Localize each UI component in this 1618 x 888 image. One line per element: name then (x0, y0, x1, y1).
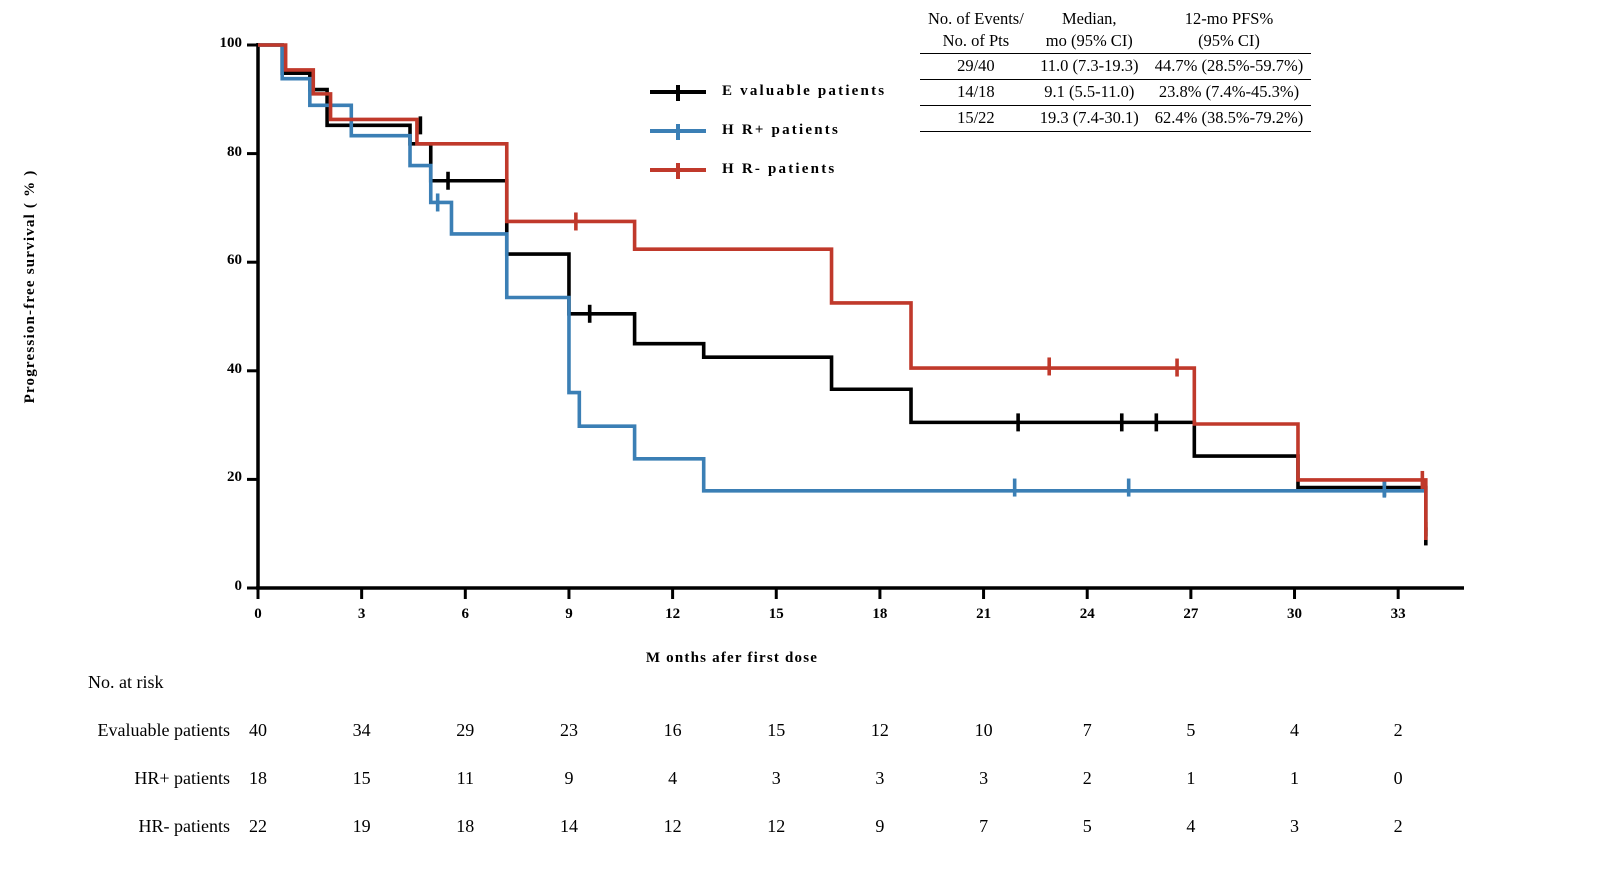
legend-item (650, 150, 886, 189)
chart-legend (650, 72, 886, 189)
stats-header-row-2 (920, 30, 1311, 53)
stats-header-pfs-line1: 12-mo PFS% (1184, 9, 1274, 28)
risk-value: 18 (249, 768, 267, 788)
risk-value: 15 (767, 720, 786, 740)
x-tick-label: 0 (254, 606, 262, 622)
risk-value: 3 (979, 768, 989, 788)
risk-value: 1 (1290, 768, 1300, 788)
risk-value: 29 (456, 720, 475, 740)
x-tick-label: 24 (1079, 606, 1095, 622)
risk-value: 4 (1186, 816, 1196, 836)
risk-table-title: No. at risk (88, 672, 164, 692)
x-tick-label: 6 (461, 606, 470, 622)
risk-value: 2 (1393, 720, 1403, 740)
stats-header-events-line2: No. of Pts (920, 30, 1032, 53)
risk-value: 19 (352, 816, 371, 836)
stats-median-hr-neg: 19.3 (7.4-30.1) (1032, 105, 1147, 131)
stats-pfs-evaluable: 44.7% (28.5%-59.7%) (1147, 53, 1311, 79)
risk-row-label: HR+ patients (134, 768, 230, 788)
legend-swatch-hr-neg (650, 168, 706, 172)
table-row (920, 105, 1311, 131)
risk-row-label: Evaluable patients (97, 720, 230, 740)
x-tick-label: 18 (872, 606, 888, 622)
stats-header-median-line2: mo (95% CI) (1032, 30, 1147, 53)
censor-tick-icon (676, 124, 680, 140)
summary-stats-table (920, 8, 1311, 132)
stats-header-events-line1: No. of Events/ (928, 9, 1024, 28)
risk-value: 7 (1082, 720, 1092, 740)
table-row (920, 53, 1311, 79)
y-tick-label: 20 (227, 469, 242, 486)
legend-item (650, 72, 886, 111)
x-tick-label: 21 (976, 606, 992, 622)
y-tick-label: 0 (234, 578, 242, 594)
censor-tick-icon (676, 85, 680, 101)
risk-value: 2 (1082, 768, 1092, 788)
risk-value: 14 (559, 816, 578, 836)
risk-value: 12 (663, 816, 682, 836)
table-row (920, 79, 1311, 105)
risk-value: 5 (1082, 816, 1092, 836)
stats-pfs-hr-pos: 23.8% (7.4%-45.3%) (1147, 79, 1311, 105)
risk-value: 11 (456, 768, 474, 788)
risk-value: 12 (870, 720, 889, 740)
censor-tick-icon (676, 163, 680, 179)
legend-label-evaluable: E valuable patients (722, 83, 887, 99)
x-tick-label: 15 (768, 606, 784, 622)
risk-value: 40 (249, 720, 267, 740)
y-tick-label: 40 (227, 360, 242, 377)
stats-median-evaluable: 11.0 (7.3-19.3) (1032, 53, 1147, 79)
risk-value: 7 (979, 816, 989, 836)
stats-events-hr-neg: 15/22 (920, 105, 1032, 131)
legend-swatch-evaluable (650, 90, 706, 94)
risk-value: 12 (767, 816, 786, 836)
x-axis-title: M onths afer first dose (645, 650, 819, 666)
x-tick-label: 9 (565, 606, 573, 622)
y-tick-label: 80 (227, 143, 242, 160)
risk-value: 22 (249, 816, 267, 836)
x-tick-label: 12 (665, 606, 681, 622)
y-tick-label: 100 (219, 35, 242, 51)
risk-value: 5 (1186, 720, 1196, 740)
risk-value: 1 (1186, 768, 1196, 788)
risk-value: 16 (663, 720, 682, 740)
stats-header-median-line1: Median, (1062, 9, 1117, 28)
y-tick-label: 60 (227, 252, 242, 269)
risk-value: 3 (771, 768, 781, 788)
stats-header-pfs-line2: (95% CI) (1147, 30, 1311, 53)
x-tick-label: 3 (357, 606, 366, 622)
risk-value: 10 (974, 720, 993, 740)
x-tick-label: 30 (1287, 606, 1303, 622)
risk-value: 34 (352, 720, 371, 740)
stats-header-row-1 (920, 8, 1311, 30)
risk-value: 23 (559, 720, 578, 740)
risk-row-label: HR- patients (138, 816, 230, 836)
risk-value: 3 (1290, 816, 1300, 836)
legend-label-hr-pos: H R+ patients (722, 122, 840, 138)
risk-value: 4 (668, 768, 678, 788)
x-tick-label: 27 (1183, 606, 1199, 622)
x-tick-label: 33 (1390, 606, 1406, 622)
risk-value: 2 (1393, 816, 1403, 836)
risk-value: 0 (1393, 768, 1403, 788)
risk-value: 3 (875, 768, 885, 788)
stats-events-evaluable: 29/40 (920, 53, 1032, 79)
legend-item (650, 111, 886, 150)
stats-events-hr-pos: 14/18 (920, 79, 1032, 105)
risk-value: 9 (564, 768, 574, 788)
risk-value: 9 (875, 816, 885, 836)
risk-value: 15 (352, 768, 371, 788)
risk-value: 4 (1290, 720, 1300, 740)
legend-swatch-hr-pos (650, 129, 706, 133)
risk-value: 18 (456, 816, 475, 836)
y-axis-title: Progression-free survival ( % ) (22, 169, 38, 404)
stats-pfs-hr-neg: 62.4% (38.5%-79.2%) (1147, 105, 1311, 131)
stats-median-hr-pos: 9.1 (5.5-11.0) (1032, 79, 1147, 105)
legend-label-hr-neg: H R- patients (722, 161, 837, 177)
